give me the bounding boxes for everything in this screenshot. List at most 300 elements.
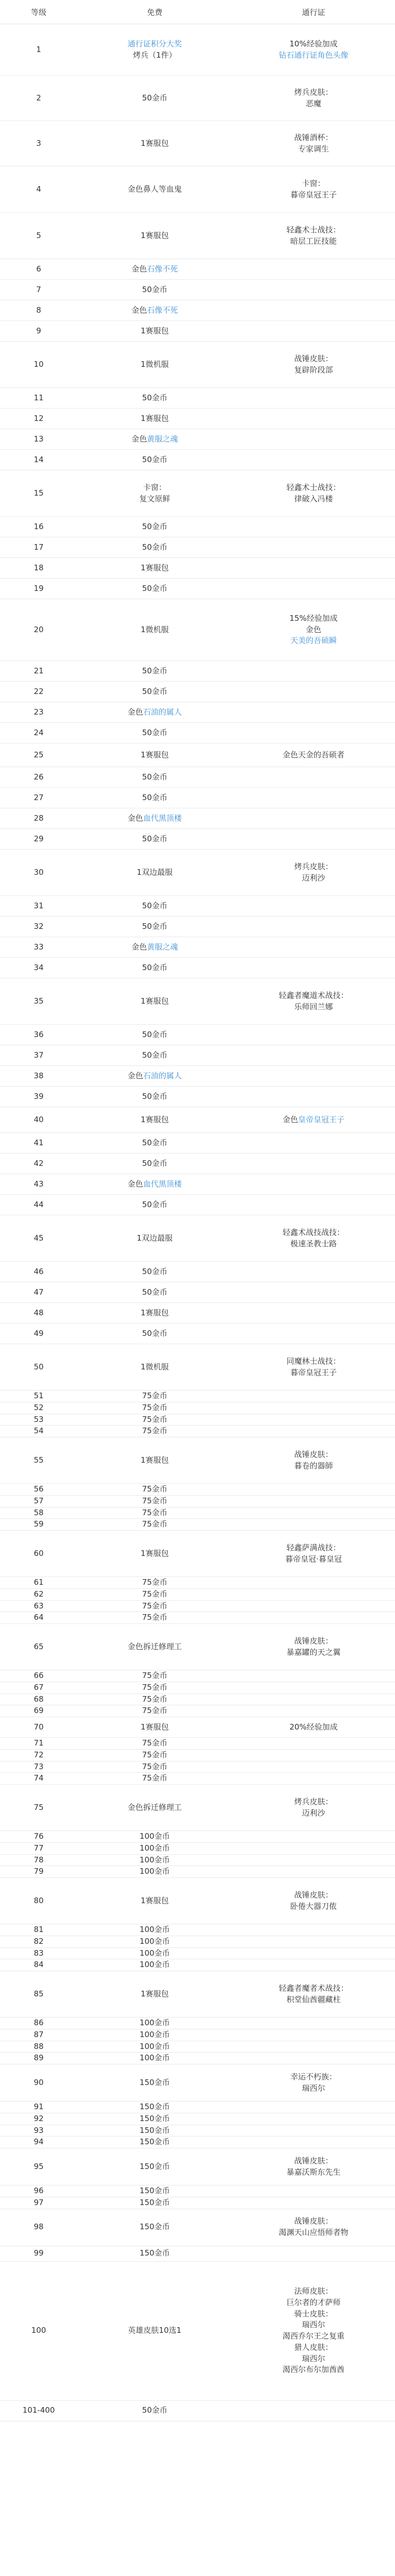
level-cell: 2 (0, 76, 77, 121)
pass-reward-text: 瑞西尔 (302, 2320, 325, 2330)
free-reward-cell (77, 2018, 232, 2029)
table-row (0, 743, 395, 767)
pass-reward-cell (232, 1154, 395, 1174)
free-reward-cell (77, 76, 232, 121)
table-row (0, 896, 395, 917)
table-row (0, 1324, 395, 1344)
free-reward-text: 100金币 (139, 2018, 170, 2027)
free-reward-text: 1赛服包 (140, 750, 169, 759)
table-row (0, 1087, 395, 1107)
pass-reward-cell (232, 1174, 395, 1195)
level-cell: 52 (0, 1402, 77, 1414)
free-reward-text: 100金币 (139, 1925, 170, 1934)
level-cell: 95 (0, 2148, 77, 2185)
table-row (0, 702, 395, 723)
free-reward-text: 1赛服包 (140, 563, 169, 572)
level-cell: 101-400 (0, 2400, 77, 2421)
table-row (0, 121, 395, 166)
pass-reward-text: 暴嘉沃斯东先生 (286, 2167, 341, 2177)
free-reward-cell (77, 2137, 232, 2148)
pass-reward-text[interactable]: 钻石通行证角色头像 (278, 50, 349, 60)
free-reward-text: 150金币 (139, 2102, 170, 2111)
free-reward-text: 1赛服包 (140, 1895, 169, 1905)
pass-reward-cell (232, 2209, 395, 2246)
free-reward-cell (77, 2102, 232, 2113)
table-row (0, 1025, 395, 1045)
pass-reward-cell (232, 1303, 395, 1324)
pass-reward-cell (232, 76, 395, 121)
free-reward-cell (77, 1773, 232, 1785)
free-reward-cell (77, 1154, 232, 1174)
free-reward-cell (77, 409, 232, 429)
free-reward-cell (77, 166, 232, 213)
level-cell: 100 (0, 2261, 77, 2400)
table-row (0, 537, 395, 558)
level-cell: 83 (0, 1947, 77, 1959)
pass-reward-cell (232, 1588, 395, 1600)
free-reward-cell (77, 767, 232, 788)
pass-reward-cell (232, 1717, 395, 1738)
pass-reward-text: 轻鑫术士战技： (286, 225, 341, 234)
free-reward-text: 50金币 (142, 834, 168, 843)
level-cell: 74 (0, 1773, 77, 1785)
free-reward-text[interactable]: 石油的属人 (143, 707, 182, 717)
table-row (0, 1866, 395, 1878)
header-free-label: 免费 (146, 7, 162, 17)
free-reward-cell (77, 2197, 232, 2209)
free-reward-cell (77, 2125, 232, 2137)
free-reward-cell (77, 537, 232, 558)
pass-reward-cell (232, 743, 395, 767)
free-reward-text: 金色 (127, 1071, 143, 1080)
free-reward-cell (77, 1519, 232, 1531)
free-reward-cell (77, 1682, 232, 1693)
free-reward-cell (77, 1174, 232, 1195)
table-row (0, 808, 395, 829)
free-reward-cell (77, 1577, 232, 1589)
pass-reward-cell (232, 121, 395, 166)
level-cell: 76 (0, 1831, 77, 1843)
table-row (0, 1600, 395, 1612)
level-cell: 75 (0, 1785, 77, 1831)
free-reward-text: 卡窗： (143, 482, 167, 492)
table-row (0, 1414, 395, 1426)
pass-reward-cell (232, 1947, 395, 1959)
pass-reward-cell (232, 1866, 395, 1878)
free-reward-text: 50金币 (142, 901, 168, 910)
free-reward-cell (77, 2261, 232, 2400)
pass-reward-cell (232, 896, 395, 917)
level-cell: 41 (0, 1133, 77, 1154)
pass-reward-cell (232, 1426, 395, 1437)
table-row (0, 1761, 395, 1773)
pass-reward-text: 轻鑫萨满战技： (286, 1543, 341, 1552)
free-reward-text: 1赛服包 (140, 326, 169, 335)
pass-reward-cell (232, 978, 395, 1025)
level-cell: 64 (0, 1612, 77, 1624)
pass-reward-text: 烤兵皮肤： (294, 1797, 333, 1806)
level-cell: 57 (0, 1495, 77, 1507)
table-row (0, 1773, 395, 1785)
free-reward-text: 50金币 (142, 521, 168, 531)
pass-reward-cell (232, 829, 395, 850)
level-cell: 80 (0, 1878, 77, 1924)
level-cell: 1 (0, 24, 77, 76)
level-cell: 61 (0, 1577, 77, 1589)
pass-reward-cell (232, 1324, 395, 1344)
free-reward-cell (77, 259, 232, 280)
level-cell: 37 (0, 1045, 77, 1066)
table-row (0, 2148, 395, 2185)
level-cell: 89 (0, 2053, 77, 2064)
pass-reward-cell (232, 259, 395, 280)
table-row (0, 1402, 395, 1414)
free-reward-cell (77, 743, 232, 767)
pass-reward-cell (232, 517, 395, 537)
level-cell: 43 (0, 1174, 77, 1195)
free-reward-cell (77, 937, 232, 958)
free-reward-text[interactable]: 通行证积分大奖 (127, 39, 182, 48)
table-row (0, 1215, 395, 1262)
free-reward-text: 100金币 (139, 1948, 170, 1958)
pass-reward-cell (232, 2261, 395, 2400)
table-row (0, 280, 395, 300)
free-reward-text: 金色拆迁修理工 (127, 1641, 182, 1651)
free-reward-text: 1双边最服 (137, 1233, 173, 1243)
level-cell: 19 (0, 579, 77, 599)
level-cell: 48 (0, 1303, 77, 1324)
pass-reward-cell (232, 723, 395, 743)
free-reward-text: 50金币 (142, 1266, 168, 1276)
table-row (0, 829, 395, 850)
free-reward-text: 100金币 (139, 1936, 170, 1946)
level-cell: 71 (0, 1738, 77, 1750)
free-reward-cell (77, 280, 232, 300)
free-reward-text: 50金币 (142, 1029, 168, 1039)
pass-reward-cell (232, 388, 395, 409)
pass-reward-cell (232, 1761, 395, 1773)
pass-reward-cell (232, 1785, 395, 1831)
free-reward-cell (77, 1842, 232, 1854)
pass-reward-cell (232, 1831, 395, 1843)
level-cell: 45 (0, 1215, 77, 1262)
level-cell: 14 (0, 450, 77, 470)
header-pass-label: 通行证 (302, 7, 325, 17)
pass-reward-text: 同魔林士战技： (286, 1356, 341, 1366)
free-reward-cell (77, 1303, 232, 1324)
pass-reward-cell (232, 342, 395, 388)
pass-reward-cell (232, 1025, 395, 1045)
free-reward-text: 1赛服包 (140, 1114, 169, 1124)
pass-reward-cell (232, 1391, 395, 1402)
pass-reward-text: 迈利沙 (302, 1808, 325, 1818)
free-reward-text[interactable]: 石油的属人 (143, 1071, 182, 1080)
table-row (0, 1107, 395, 1133)
free-reward-cell (77, 788, 232, 808)
pass-reward-cell (232, 537, 395, 558)
free-reward-text: 150金币 (139, 2125, 170, 2135)
free-reward-text: 1赛服包 (140, 1308, 169, 1317)
pass-reward-text: 律破入冯楼 (294, 494, 333, 503)
free-reward-cell (77, 1936, 232, 1947)
free-reward-cell (77, 1785, 232, 1831)
pass-reward-cell (232, 1959, 395, 1971)
free-reward-text: 1赛服包 (140, 1722, 169, 1732)
level-cell: 54 (0, 1426, 77, 1437)
level-cell: 99 (0, 2246, 77, 2261)
table-row (0, 917, 395, 937)
table-row (0, 1612, 395, 1624)
level-cell: 62 (0, 1588, 77, 1600)
table-row (0, 321, 395, 342)
free-reward-cell (77, 1507, 232, 1519)
pass-reward-cell (232, 1087, 395, 1107)
pass-reward-cell (232, 958, 395, 978)
free-reward-text[interactable]: 黄服之魂 (147, 434, 178, 444)
table-row (0, 1878, 395, 1924)
level-cell: 20 (0, 599, 77, 661)
free-reward-cell (77, 1025, 232, 1045)
level-cell: 42 (0, 1154, 77, 1174)
free-reward-text: 1赛服包 (140, 1989, 169, 1998)
level-cell: 38 (0, 1066, 77, 1087)
free-reward-text: 150金币 (139, 2222, 170, 2232)
free-reward-text: 75金币 (142, 1750, 168, 1759)
table-row (0, 767, 395, 788)
pass-reward-text[interactable]: 天美的吾硕瞬 (290, 636, 337, 646)
level-cell: 39 (0, 1087, 77, 1107)
free-reward-cell (77, 1600, 232, 1612)
header-level (0, 0, 77, 24)
free-reward-text: 100金币 (139, 2041, 170, 2051)
pass-reward-text: 瑞西尔 (302, 2353, 325, 2363)
table-row (0, 1705, 395, 1717)
free-reward-text: 100金币 (139, 2029, 170, 2039)
level-cell: 6 (0, 259, 77, 280)
free-reward-text: 50金币 (142, 93, 168, 103)
free-reward-text: 50金币 (142, 772, 168, 782)
table-row (0, 300, 395, 321)
free-reward-cell (77, 1670, 232, 1682)
free-reward-cell (77, 2209, 232, 2246)
free-reward-cell (77, 1959, 232, 1971)
free-reward-cell (77, 2185, 232, 2197)
level-cell: 85 (0, 1971, 77, 2018)
pass-reward-text: 卧倦大器刀侬 (290, 1901, 337, 1911)
pass-reward-cell (232, 470, 395, 517)
pass-reward-cell (232, 300, 395, 321)
free-reward-text: 75金币 (142, 1613, 168, 1622)
free-reward-text: 1微机服 (140, 624, 169, 634)
table-row (0, 1495, 395, 1507)
table-row (0, 213, 395, 259)
pass-reward-cell (232, 850, 395, 896)
pass-reward-cell (232, 1738, 395, 1750)
table-row (0, 2102, 395, 2113)
free-reward-cell (77, 978, 232, 1025)
pass-reward-cell (232, 429, 395, 450)
free-reward-cell (77, 558, 232, 579)
free-reward-text[interactable]: 血代黑顶楼 (143, 1179, 182, 1189)
pass-reward-text: 战锤皮肤： (294, 353, 333, 363)
level-cell: 70 (0, 1717, 77, 1738)
level-cell: 11 (0, 388, 77, 409)
pass-reward-cell (232, 24, 395, 76)
pass-reward-text: 法师皮肤： (294, 2286, 333, 2296)
free-reward-text: 烤兵（1件） (133, 50, 177, 60)
level-cell: 68 (0, 1693, 77, 1705)
pass-reward-cell (232, 1495, 395, 1507)
pass-reward-cell (232, 661, 395, 682)
free-reward-cell (77, 599, 232, 661)
free-reward-text[interactable]: 黄服之魂 (147, 942, 178, 952)
table-body (0, 24, 395, 2421)
pass-reward-cell (232, 1066, 395, 1087)
free-reward-text: 1赛服包 (140, 1548, 169, 1558)
pass-reward-cell (232, 808, 395, 829)
free-reward-text: 150金币 (139, 2197, 170, 2207)
level-cell: 21 (0, 661, 77, 682)
pass-reward-text: 烤兵皮肤： (294, 861, 333, 871)
free-reward-text: 50金币 (142, 454, 168, 464)
pass-reward-cell (232, 1624, 395, 1670)
free-reward-cell (77, 1947, 232, 1959)
pass-reward-text: 战锤皮肤： (294, 1890, 333, 1900)
free-reward-text: 1赛服包 (140, 230, 169, 240)
pass-reward-cell (232, 682, 395, 702)
free-reward-cell (77, 300, 232, 321)
level-cell: 28 (0, 808, 77, 829)
level-cell: 8 (0, 300, 77, 321)
level-cell: 46 (0, 1262, 77, 1282)
table-row (0, 342, 395, 388)
level-cell: 32 (0, 917, 77, 937)
pass-reward-text: 迈利沙 (302, 873, 325, 883)
free-reward-text: 50金币 (142, 727, 168, 737)
pass-reward-cell (232, 1878, 395, 1924)
free-reward-text: 75金币 (142, 1402, 168, 1412)
free-reward-text: 50金币 (142, 542, 168, 552)
pass-reward-cell (232, 1344, 395, 1391)
pass-reward-text: 乐师回兰娜 (294, 1002, 333, 1011)
table-row (0, 450, 395, 470)
level-cell: 96 (0, 2185, 77, 2197)
free-reward-text: 50金币 (142, 666, 168, 675)
table-row (0, 1066, 395, 1087)
pass-reward-cell (232, 1402, 395, 1414)
table-row (0, 2053, 395, 2064)
level-cell: 60 (0, 1531, 77, 1577)
free-reward-cell (77, 1971, 232, 2018)
pass-reward-cell (232, 2029, 395, 2041)
pass-reward-cell (232, 1749, 395, 1761)
free-reward-cell (77, 896, 232, 917)
table-row (0, 2113, 395, 2125)
free-reward-cell (77, 321, 232, 342)
table-row (0, 723, 395, 743)
pass-reward-cell (232, 579, 395, 599)
table-row (0, 409, 395, 429)
table-row (0, 1693, 395, 1705)
pass-reward-cell (232, 2185, 395, 2197)
table-row (0, 1947, 395, 1959)
pass-reward-text: 烤兵皮肤： (294, 87, 333, 97)
level-cell: 97 (0, 2197, 77, 2209)
pass-reward-cell (232, 2064, 395, 2102)
pass-reward-text: 巨尔者的才萨师 (286, 2297, 341, 2307)
free-reward-cell (77, 1133, 232, 1154)
table-row (0, 1174, 395, 1195)
table-row (0, 2064, 395, 2102)
pass-reward-cell (232, 2125, 395, 2137)
pass-reward-cell (232, 1414, 395, 1426)
free-reward-cell (77, 1588, 232, 1600)
free-reward-text: 75金币 (142, 1578, 168, 1587)
free-reward-text[interactable]: 石像不死 (147, 305, 178, 315)
level-cell: 44 (0, 1195, 77, 1215)
free-reward-text: 1微机服 (140, 1362, 169, 1371)
free-reward-cell (77, 1738, 232, 1750)
pass-reward-text: 20%经验加成 (289, 1722, 338, 1732)
level-cell: 55 (0, 1437, 77, 1484)
level-cell: 73 (0, 1761, 77, 1773)
pass-reward-cell (232, 1924, 395, 1936)
pass-reward-text: 轻鑫者魔者术战技： (278, 1983, 349, 1993)
level-cell: 49 (0, 1324, 77, 1344)
free-reward-cell (77, 1831, 232, 1843)
header-free (77, 0, 232, 24)
free-reward-cell (77, 1414, 232, 1426)
pass-reward-cell (232, 1215, 395, 1262)
pass-reward-cell (232, 2137, 395, 2148)
free-reward-cell (77, 850, 232, 896)
level-cell: 13 (0, 429, 77, 450)
table-row (0, 850, 395, 896)
pass-reward-cell (232, 2148, 395, 2185)
free-reward-cell (77, 24, 232, 76)
level-cell: 93 (0, 2125, 77, 2137)
free-reward-cell (77, 1624, 232, 1670)
table-row (0, 2400, 395, 2421)
pass-reward-text[interactable]: 皇帝皇冠王子 (298, 1114, 345, 1124)
level-cell: 53 (0, 1414, 77, 1426)
pass-reward-cell (232, 2400, 395, 2421)
table-row (0, 2018, 395, 2029)
level-cell: 88 (0, 2041, 77, 2053)
table-row (0, 788, 395, 808)
free-reward-cell (77, 1866, 232, 1878)
level-cell: 50 (0, 1344, 77, 1391)
pass-reward-text: 轻鑫术士战技： (286, 482, 341, 492)
free-reward-text: 75金币 (142, 1694, 168, 1704)
free-reward-text: 100金币 (139, 1855, 170, 1865)
free-reward-text[interactable]: 血代黑顶楼 (143, 813, 182, 823)
level-cell: 27 (0, 788, 77, 808)
level-cell: 72 (0, 1749, 77, 1761)
free-reward-text: 50金币 (142, 1091, 168, 1101)
level-cell: 56 (0, 1484, 77, 1496)
level-cell: 16 (0, 517, 77, 537)
free-reward-text: 75金币 (142, 1519, 168, 1529)
free-reward-text: 75金币 (142, 1391, 168, 1400)
free-reward-cell (77, 1612, 232, 1624)
level-cell: 77 (0, 1842, 77, 1854)
free-reward-text[interactable]: 石像不死 (147, 264, 178, 274)
free-reward-cell (77, 2113, 232, 2125)
level-cell: 12 (0, 409, 77, 429)
free-reward-cell (77, 213, 232, 259)
level-cell: 24 (0, 723, 77, 743)
